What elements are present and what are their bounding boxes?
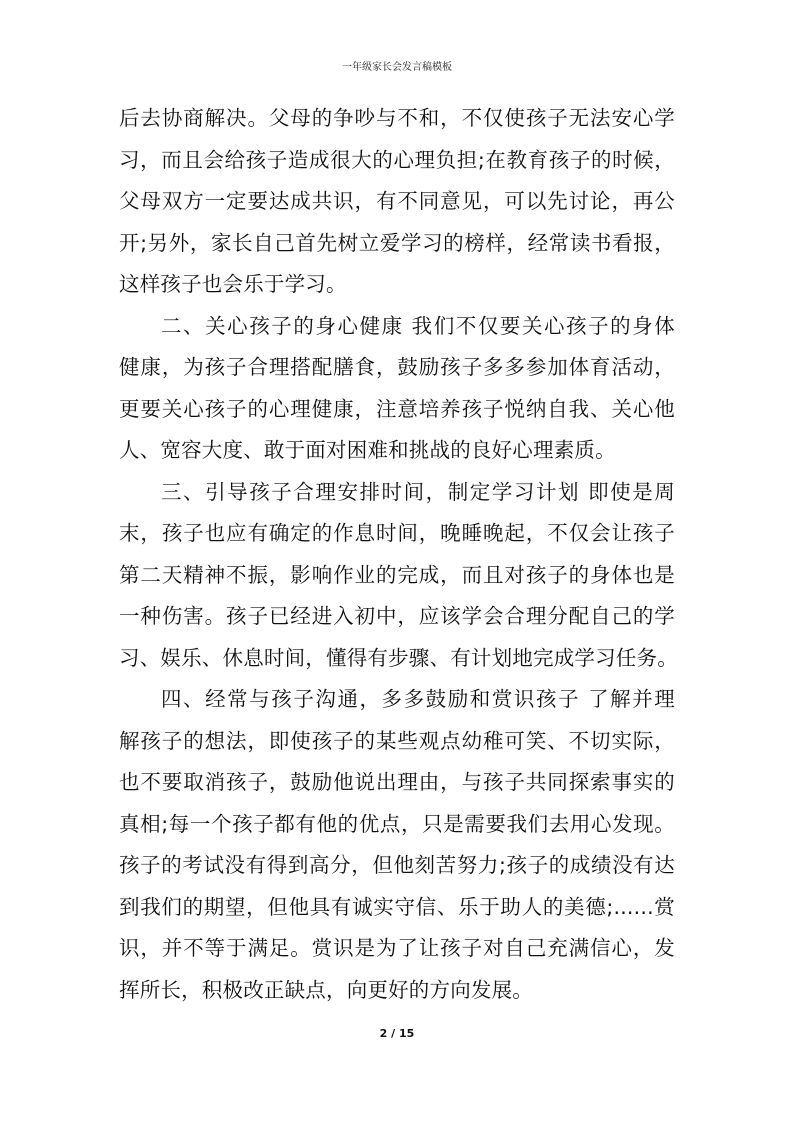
text-line: 末，孩子也应有确定的作息时间，晚睡晚起，不仅会让孩子 — [119, 521, 675, 545]
text-line: 四、经常与孩子沟通，多多鼓励和赏识孩子 了解并理 — [161, 687, 675, 711]
text-line: 一种伤害。孩子已经进入初中，应该学会合理分配自己的学 — [119, 604, 675, 628]
text-line: 父母双方一定要达成共识，有不同意见，可以先讨论，再公 — [119, 189, 675, 213]
text-line: 解孩子的想法，即使孩子的某些观点幼稚可笑、不切实际， — [119, 728, 675, 753]
paragraph-1 — [119, 98, 675, 306]
text-line: 真相;每一个孩子都有他的优点，只是需要我们去用心发现。 — [119, 811, 675, 836]
text-line: 第二天精神不振，影响作业的完成，而且对孩子的身体也是 — [119, 562, 675, 587]
paragraph-2 — [119, 306, 675, 472]
paragraph-4 — [119, 679, 675, 1011]
text-line: 挥所长，积极改正缺点，向更好的方向发展。 — [119, 977, 533, 1002]
paragraph-3 — [119, 472, 678, 680]
text-line: 习，而且会给孩子造成很大的心理负担;在教育孩子的时候， — [119, 147, 675, 172]
text-line: 习、娱乐、休息时间，懂得有步骤、有计划地完成学习任务。 — [119, 645, 678, 670]
text-line: 开;另外，家长自己首先树立爱学习的榜样，经常读书看报， — [119, 230, 675, 255]
text-line: 二、关心孩子的身心健康 我们不仅要关心孩子的身体 — [161, 313, 675, 338]
page-header: 一年级家长会发言稿模板 — [342, 62, 452, 73]
text-line: 后去协商解决。父母的争吵与不和，不仅使孩子无法安心学 — [119, 106, 675, 130]
document-body — [119, 98, 678, 1011]
text-line: 健康，为孩子合理搭配膳食，鼓励孩子多多参加体育活动， — [119, 355, 675, 379]
text-line: 到我们的期望，但他具有诚实守信、乐于助人的美德;......赏 — [119, 894, 675, 919]
text-line: 也不要取消孩子，鼓励他说出理由，与孩子共同探索事实的 — [119, 770, 675, 794]
text-line: 三、引导孩子合理安排时间，制定学习计划 即使是周 — [161, 479, 675, 504]
text-line: 更要关心孩子的心理健康，注意培养孩子悦纳自我、关心他 — [119, 396, 675, 421]
text-line: 这样孩子也会乐于学习。 — [119, 272, 347, 296]
text-line: 孩子的考试没有得到高分，但他刻苦努力;孩子的成绩没有达 — [119, 853, 675, 877]
text-line: 人、宽容大度、敢于面对困难和挑战的良好心理素质。 — [119, 438, 616, 462]
text-line: 识，并不等于满足。赏识是为了让孩子对自己充满信心，发 — [119, 936, 675, 960]
page-number: 2 / 15 — [379, 1027, 415, 1040]
